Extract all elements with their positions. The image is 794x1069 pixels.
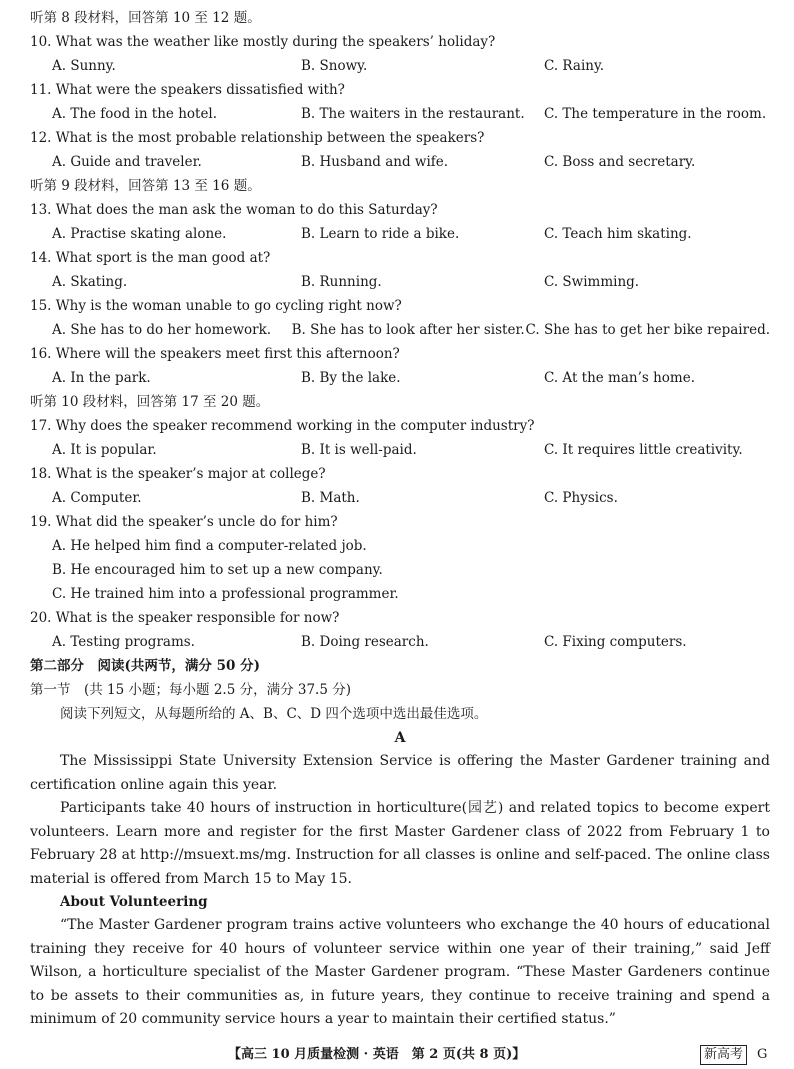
option-b: B. Running. xyxy=(301,274,382,290)
passage-label: A xyxy=(394,730,406,746)
passage-paragraph-1: The Mississippi State University Extension Service is offering the Master Gardener training and certification online again this year. xyxy=(30,753,770,793)
option-a: A. He helped him find a computer-related job. xyxy=(52,538,367,554)
options-row xyxy=(30,366,770,390)
option-a: A. Computer. xyxy=(52,490,142,506)
options-row xyxy=(30,150,770,174)
question-19 xyxy=(30,510,770,606)
page-footer xyxy=(0,1044,794,1066)
passage-subheading: About Volunteering xyxy=(60,894,208,910)
option-a: A. Sunny. xyxy=(52,58,116,74)
option-c: C. Physics. xyxy=(544,490,618,506)
option-c: C. The temperature in the room. xyxy=(544,106,767,122)
option-a: A. Practise skating alone. xyxy=(52,226,227,242)
option-b: B. By the lake. xyxy=(301,370,401,386)
options-row xyxy=(30,270,770,294)
option-b: B. He encouraged him to set up a new company. xyxy=(52,562,383,578)
option-b: B. Math. xyxy=(301,490,360,506)
question-stem: 11. What were the speakers dissatisfied with? xyxy=(30,82,345,98)
passage-paragraph-3: “The Master Gardener program trains active volunteers who exchange the 40 hours of educational training they receive for 40 hours of volunteer service within one year of their training,” said Jeff Wilson, a horticulture specialist of the Master Gardener program. “These Master Gardeners continue to be assets to their communities as, in future years, they continue to receive training and spend a minimum of 20 community service hours a year to maintain their certified status.” xyxy=(30,917,770,1027)
option-b: B. Doing research. xyxy=(301,634,429,650)
section-title: 第一节 (共 15 小题；每小题 2.5 分，满分 37.5 分) xyxy=(30,682,351,698)
section-heading: 听第 8 段材料，回答第 10 至 12 题。 xyxy=(30,10,261,26)
instruction-text: 阅读下列短文，从每题所给的 A、B、C、D 四个选项中选出最佳选项。 xyxy=(60,706,488,722)
option-b: B. Learn to ride a bike. xyxy=(301,226,460,242)
option-a: A. The food in the hotel. xyxy=(52,106,218,122)
question-11 xyxy=(30,78,770,126)
option-a: A. It is popular. xyxy=(52,442,157,458)
footer-exam-info: 【高三 10 月质量检测 · 英语 第 2 页(共 8 页)】 xyxy=(228,1047,526,1062)
question-stem: 16. Where will the speakers meet first this afternoon? xyxy=(30,346,400,362)
option-c: C. He trained him into a professional programmer. xyxy=(52,586,399,602)
question-stem: 13. What does the man ask the woman to do this Saturday? xyxy=(30,202,438,218)
question-16 xyxy=(30,342,770,390)
options-row xyxy=(30,102,770,126)
options-row xyxy=(30,222,770,246)
option-c: C. Teach him skating. xyxy=(544,226,692,242)
option-c: C. Swimming. xyxy=(544,274,640,290)
question-stem: 18. What is the speaker’s major at college? xyxy=(30,466,326,482)
option-c: C. Fixing computers. xyxy=(544,634,687,650)
option-b: B. Snowy. xyxy=(301,58,368,74)
question-18 xyxy=(30,462,770,510)
option-a: A. Testing programs. xyxy=(52,634,195,650)
question-stem: 19. What did the speaker’s uncle do for him? xyxy=(30,514,338,530)
options-row xyxy=(30,318,770,342)
question-17 xyxy=(30,414,770,462)
section-heading: 听第 10 段材料，回答第 17 至 20 题。 xyxy=(30,394,270,410)
question-12 xyxy=(30,126,770,174)
question-14 xyxy=(30,246,770,294)
options-row xyxy=(30,54,770,78)
question-15 xyxy=(30,294,770,342)
question-13 xyxy=(30,198,770,246)
part-title: 第二部分 阅读(共两节，满分 50 分) xyxy=(30,658,260,674)
question-stem: 15. Why is the woman unable to go cycling right now? xyxy=(30,298,402,314)
question-stem: 14. What sport is the man good at? xyxy=(30,250,271,266)
exam-page xyxy=(30,6,770,1032)
options-row xyxy=(30,630,770,654)
option-c: C. She has to get her bike repaired. xyxy=(525,322,770,338)
passage-paragraph-2: Participants take 40 hours of instruction in horticulture(园艺) and related topics to become expert volunteers. Learn more and register for the first Master Gardener class of 2022 from February 1 to February 28 at http://msuext.ms/mg. Instruction for all classes is online and self-paced. The online class material is offered from March 15 to May 15. xyxy=(30,800,770,887)
section-heading: 听第 9 段材料，回答第 13 至 16 题。 xyxy=(30,178,261,194)
option-a: A. She has to do her homework. xyxy=(52,322,272,338)
option-c: C. Boss and secretary. xyxy=(544,154,696,170)
option-a: A. Skating. xyxy=(52,274,128,290)
options-row xyxy=(30,438,770,462)
question-stem: 20. What is the speaker responsible for now? xyxy=(30,610,340,626)
options-row xyxy=(30,486,770,510)
option-a: A. In the park. xyxy=(52,370,151,386)
question-stem: 17. Why does the speaker recommend working in the computer industry? xyxy=(30,418,535,434)
option-c: C. Rainy. xyxy=(544,58,605,74)
question-10 xyxy=(30,30,770,78)
option-c: C. It requires little creativity. xyxy=(544,442,743,458)
option-b: B. She has to look after her sister. xyxy=(291,322,525,338)
option-a: A. Guide and traveler. xyxy=(52,154,202,170)
footer-letter: G xyxy=(757,1047,768,1062)
option-c: C. At the man’s home. xyxy=(544,370,696,386)
option-b: B. It is well-paid. xyxy=(301,442,417,458)
question-20 xyxy=(30,606,770,654)
question-stem: 12. What is the most probable relationship between the speakers? xyxy=(30,130,485,146)
option-b: B. Husband and wife. xyxy=(301,154,449,170)
question-stem: 10. What was the weather like mostly during the speakers’ holiday? xyxy=(30,34,496,50)
footer-tag: 新高考 xyxy=(700,1045,747,1065)
option-b: B. The waiters in the restaurant. xyxy=(301,106,525,122)
